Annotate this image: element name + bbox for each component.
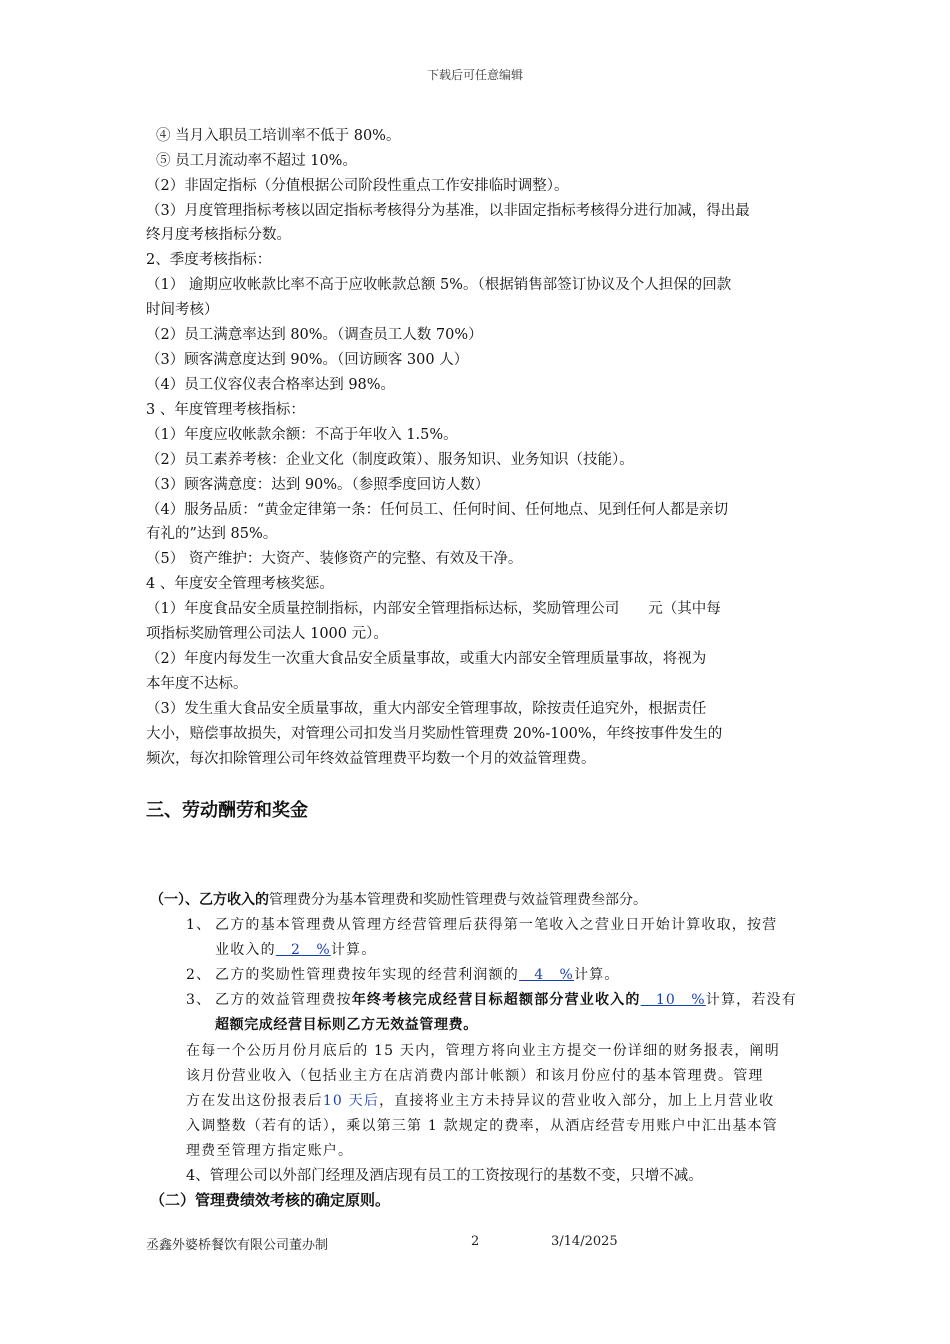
- text-line: 时间考核）: [146, 302, 219, 318]
- text-line: （1） 逾期应收帐款比率不高于应收帐款总额 5%。（根据销售部签订协议及个人担保的回款: [146, 277, 732, 293]
- text-line: （1）年度应收帐款余额：不高于年收入 1.5%。: [146, 427, 458, 443]
- text-line: （3）月度管理指标考核以固定指标考核得分为基准，以非固定指标考核得分进行加减，得出最: [146, 203, 750, 219]
- part-one-lead: （一）、乙方收入的: [150, 892, 269, 908]
- footer-date: 3/14/2025: [551, 1234, 618, 1249]
- para-line: 入调整数（若有的话），乘以第三第 1 款规定的费率，从酒店经营专用账户中汇出基本管: [186, 1118, 779, 1134]
- part-one-text: 管理费分为基本管理费和奖励性管理费与效益管理费叁部分。: [269, 892, 647, 908]
- rate-fill-basic: 2 %: [275, 942, 331, 958]
- item-three-text: 乙方的效益管理费按年终考核完成经营目标超额部分营业收入的 10 %计算，若没有: [215, 992, 797, 1008]
- text-line: 本年度不达标。: [146, 676, 248, 692]
- part-one-line: [150, 890, 647, 910]
- text-line: （2）员工满意率达到 80%。（调查员工人数 70%）: [146, 327, 483, 343]
- item-two-text: 乙方的奖励性管理费按年实现的经营利润额的 4 %计算。: [215, 967, 620, 983]
- text-line: （3）顾客满意度：达到 90%。（参照季度回访人数）: [146, 477, 490, 493]
- item-one-num: 1、: [186, 917, 212, 933]
- section-heading: 三、劳动酬劳和奖金: [146, 800, 308, 821]
- text-line: （2）员工素养考核：企业文化（制度政策）、服务知识、业务知识（技能）。: [146, 452, 634, 468]
- page-header: 下载后可任意编辑: [426, 68, 523, 82]
- text-line: （2）非固定指标（分值根据公司阶段性重点工作安排临时调整）。: [146, 178, 569, 194]
- rate-fill-incentive: 4 %: [519, 967, 575, 983]
- para-line: 该月份营业收入（包括业主方在店消费内部计帐额）和该月份应付的基本管理费。管理: [186, 1068, 764, 1084]
- item-two-num: 2、: [186, 967, 212, 983]
- text-line: ⑤ 员工月流动率不超过 10%。: [156, 153, 357, 169]
- text-line: （5） 资产维护：大资产、装修资产的完整、有效及干净。: [146, 551, 523, 567]
- rate-fill-performance: 10 %: [640, 992, 706, 1008]
- text-line: （2）年度内每发生一次重大食品安全质量事故，或重大内部安全管理质量事故，将视为: [146, 651, 707, 667]
- text-line: （4）员工仪容仪表合格率达到 98%。: [146, 377, 396, 393]
- item-one-text: 乙方的基本管理费从管理方经营管理后获得第一笔收入之营业日开始计算收取，按营: [215, 917, 778, 933]
- text-line: ④ 当月入职员工培训率不低于 80%。: [156, 128, 401, 144]
- text-line: 大小，赔偿事故损失，对管理公司扣发当月奖励性管理费 20%-100%，年终按事件发生的: [146, 726, 723, 742]
- text-line: 项指标奖励管理公司法人 1000 元）。: [146, 626, 388, 642]
- text-line: （3）顾客满意度达到 90%。（回访顾客 300 人）: [146, 352, 469, 368]
- text-line: （1）年度食品安全质量控制指标，内部安全管理指标达标，奖励管理公司 元（其中每: [146, 601, 721, 617]
- item-three-text-2: 超额完成经营目标则乙方无效益管理费。: [215, 1017, 478, 1033]
- footer-page-number: 2: [471, 1234, 480, 1249]
- text-line: 4 、年度安全管理考核奖惩。: [146, 576, 334, 592]
- para-line: 方在发出这份报表后10 天后，直接将业主方未持异议的营业收入部分，加上上月营业收: [186, 1093, 775, 1109]
- item-three-num: 3、: [186, 992, 212, 1008]
- text-line: 3 、年度管理考核指标：: [146, 402, 305, 418]
- text-line: 终月度考核指标分数。: [146, 227, 291, 243]
- text-line: 有礼的”达到 85%。: [146, 526, 278, 542]
- para-line: 在每一个公历月份月底后的 15 天内，管理方将向业主方提交一份详细的财务报表，阐明: [186, 1043, 780, 1059]
- footer-company: 丞鑫外婆桥餐饮有限公司董办制: [146, 1238, 329, 1253]
- para-line: 理费至管理方指定账户。: [186, 1143, 354, 1159]
- text-line: （3）发生重大食品安全质量事故，重大内部安全管理事故，除按责任追究外，根据责任: [146, 701, 707, 717]
- item-four-text: 4、管理公司以外部门经理及酒店现有员工的工资按现行的基数不变，只增不减。: [186, 1168, 703, 1184]
- part-two-heading: （二）管理费绩效考核的确定原则。: [150, 1191, 391, 1209]
- text-line: 频次，每次扣除管理公司年终效益管理费平均数一个月的效益管理费。: [146, 751, 596, 767]
- days-highlight: 10 天后: [322, 1093, 380, 1109]
- text-line: 2、季度考核指标：: [146, 252, 272, 268]
- item-one-text-2: 业收入的 2 %计算。: [215, 942, 377, 958]
- text-line: （4）服务品质：“黄金定律第一条：任何员工、任何时间、任何地点、见到任何人都是亲切: [146, 502, 729, 518]
